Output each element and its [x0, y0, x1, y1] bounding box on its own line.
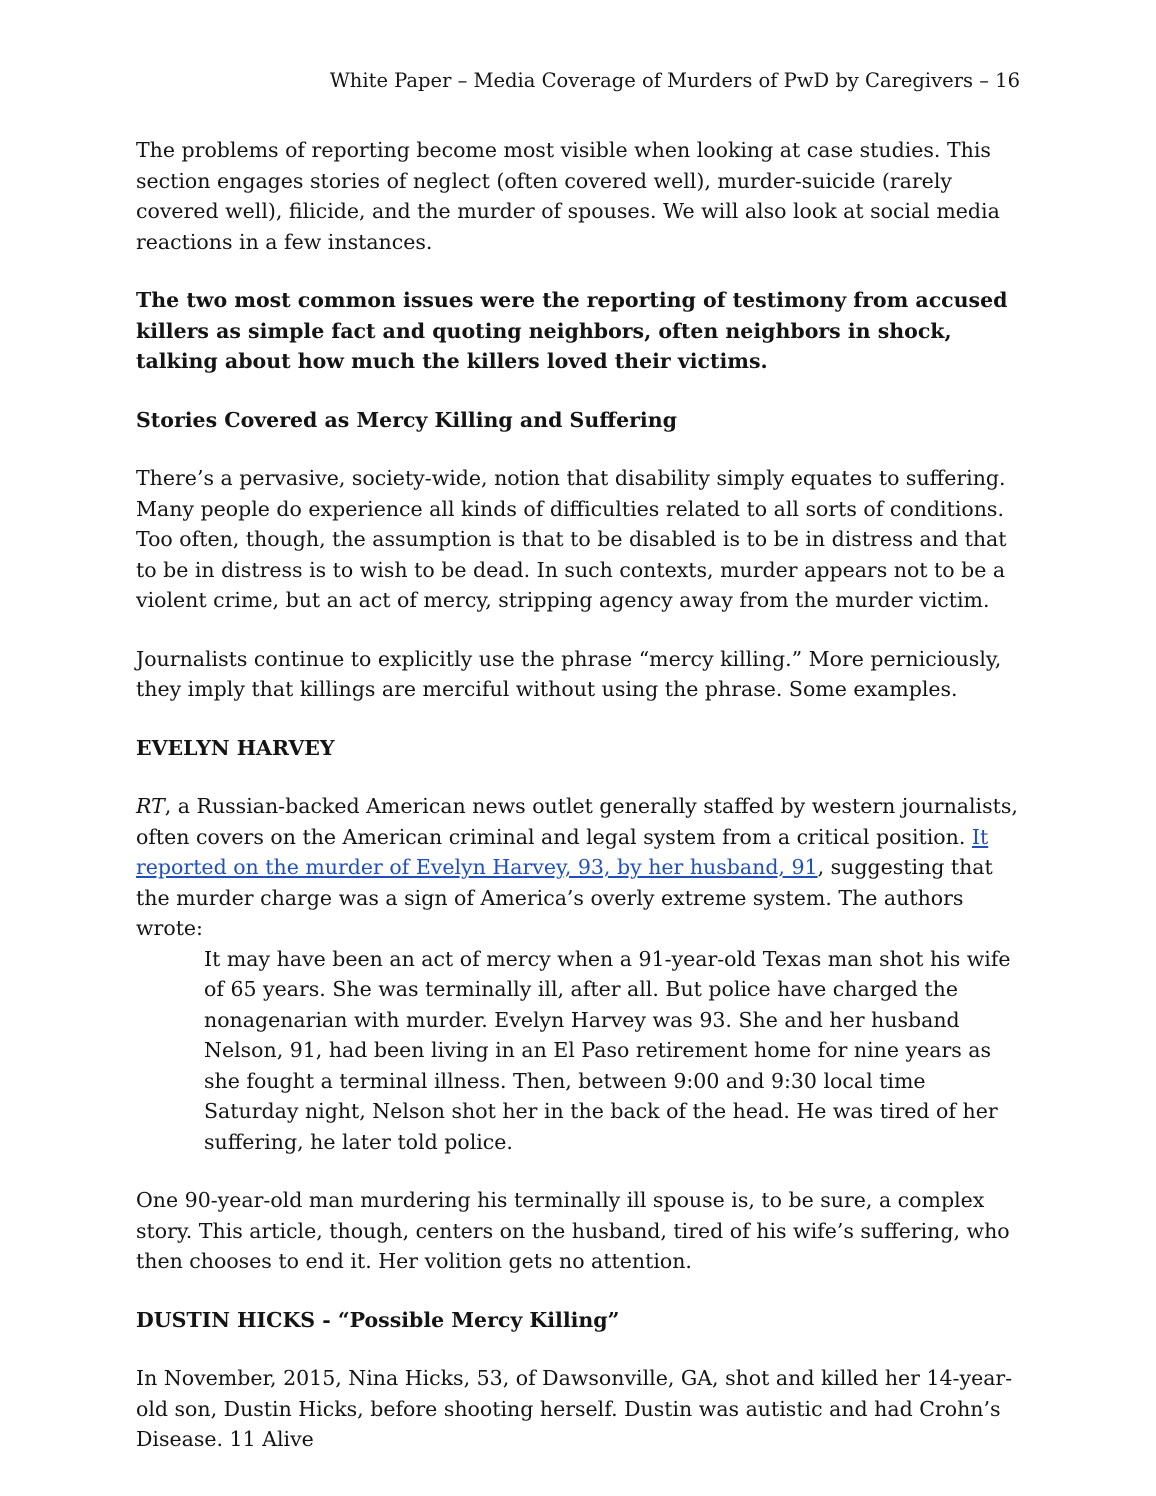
case-commentary-paragraph: One 90-year-old man murdering his terminally ill spouse is, to be sure, a complex story. This article, though, centers on the husband, tired of his wife’s suffering, who then chooses to end it. Her volition gets no attention. — [136, 1188, 1010, 1273]
key-finding-paragraph: The two most common issues were the reporting of testimony from accused killers as simple fact and quoting neighbors, often neighbors in shock, talking about how much the killers loved their victims. — [136, 288, 1008, 373]
block-quote: It may have been an act of mercy when a 91-year-old Texas man shot his wife of 65 years. She was terminally ill, after all. But police have charged the nonagenarian with murder. Evelyn Harvey was 93. She and her husband Nelson, 91, had been living in an El Paso retirement home for nine years as she fought a terminal illness. Then, between 9:00 and 9:30 local time Saturday night, Nelson shot her in the back of the head. He was tired of her suffering, he later told police. — [204, 946, 1011, 1154]
outlet-name: RT — [136, 794, 165, 818]
case-intro-text-after-link: , suggesting that the murder charge was a sign of America’s overly extreme system. The authors wrote: — [136, 855, 993, 940]
running-header: White Paper – Media Coverage of Murders of PwD by Caregivers – 16 — [329, 69, 1020, 92]
case-heading-evelyn-harvey: EVELYN HARVEY — [136, 735, 335, 760]
case-2-paragraph: In November, 2015, Nina Hicks, 53, of Dawsonville, GA, shot and killed her 14-year-old son, Dustin Hicks, before shooting herself. Dustin was autistic and had Crohn’s Disease. 11 Alive — [136, 1366, 1013, 1451]
article-link[interactable]: It reported on the murder of Evelyn Harvey, 93, by her husband, 91 — [136, 824, 989, 879]
case-heading-dustin-hicks: DUSTIN HICKS - “Possible Mercy Killing” — [136, 1307, 620, 1332]
intro-paragraph: The problems of reporting become most visible when looking at case studies. This section engages stories of neglect (often covered well), murder-suicide (rarely covered well), filicide, and the murder of spouses. We will also look at social media reactions in a few instances. — [136, 138, 1000, 254]
case-intro-text: , a Russian-backed American news outlet generally staffed by western journalists, often covers on the American criminal and legal system from a critical position. — [136, 794, 1018, 849]
section-paragraph-1: There’s a pervasive, society-wide, notion that disability simply equates to suffering. Many people do experience all kinds of difficulties related to all sorts of conditions. Too often, though, the assumption is that to be disabled is to be in distress and that to be in distress is to wish to be dead. In such contexts, murder appears not to be a violent crime, but an act of mercy, stripping agency away from the murder victim. — [136, 466, 1007, 612]
case-intro-paragraph — [136, 791, 1020, 944]
section-heading: Stories Covered as Mercy Killing and Suffering — [136, 407, 677, 432]
page-body — [136, 135, 1020, 1483]
section-paragraph-2: Journalists continue to explicitly use the phrase “mercy killing.” More perniciously, they imply that killings are merciful without using the phrase. Some examples. — [136, 646, 1002, 701]
